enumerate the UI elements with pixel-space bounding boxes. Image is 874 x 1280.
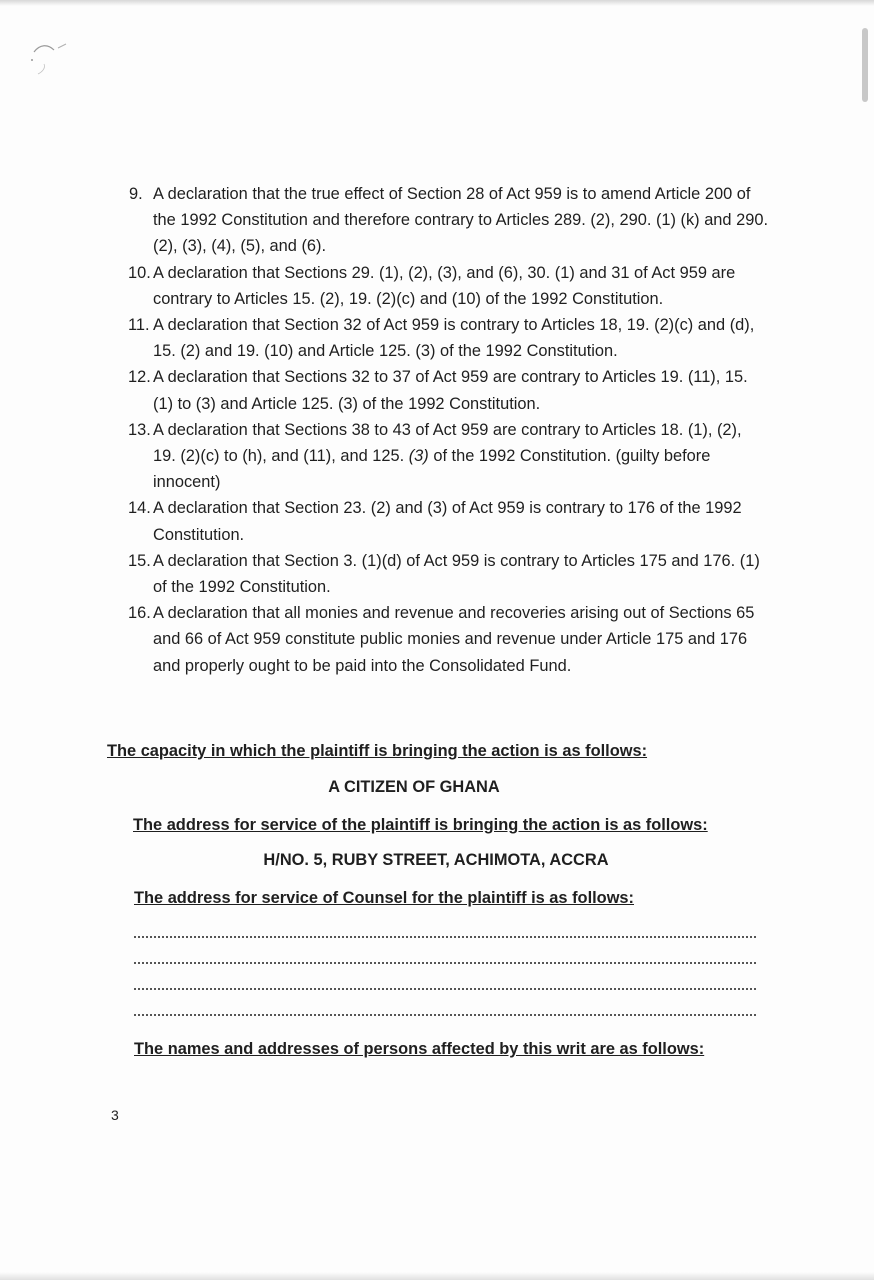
counsel-address-line[interactable] [134, 1014, 756, 1016]
counsel-address-line[interactable] [134, 962, 756, 964]
declaration-text-part: of the 1992 Constitution. (guilty before innocent) [153, 447, 711, 492]
declaration-text: A declaration that Section 3. (1)(d) of Act 959 is contrary to Articles 175 and 176. (1) of the 1992 Constitution. [153, 551, 760, 597]
declaration-number: 14. [128, 499, 151, 518]
declaration-item [118, 181, 768, 260]
plaintiff-address-value: H/NO. 5, RUBY STREET, ACHIMOTA, ACCRA [263, 851, 609, 869]
declaration-number: 15. [128, 551, 151, 570]
declaration-number: 10. [128, 263, 151, 282]
declarations-list [118, 181, 768, 679]
declaration-text: A declaration that Sections 32 to 37 of Act 959 are contrary to Articles 19. (11), 15. (1) to (3) and Article 125. (3) of the 1992 Constitution. [153, 368, 748, 413]
top-edge-shadow [0, 0, 874, 6]
declaration-text [153, 417, 768, 496]
plaintiff-address-heading: The address for service of the plaintiff is bringing the action is as follows: [133, 816, 708, 834]
declaration-text: A declaration that Section 23. (2) and (3) of Act 959 is contrary to 176 of the 1992 Constitution. [153, 499, 742, 544]
declaration-text: A declaration that Section 32 of Act 959 is contrary to Articles 18, 19. (2)(c) and (d), 15. (2) and 19. (10) and Article 125. (3) of the 1992 Constitution. [153, 316, 755, 361]
bottom-edge-shadow [0, 1272, 874, 1280]
declaration-text-italic: (3) [408, 447, 429, 466]
declaration-number: 12. [128, 368, 151, 387]
scrollbar-thumb[interactable] [862, 28, 868, 102]
page-number: 3 [111, 1107, 119, 1123]
capacity-value: A CITIZEN OF GHANA [328, 778, 500, 796]
affected-persons-heading: The names and addresses of persons affected by this writ are as follows: [134, 1040, 705, 1058]
declaration-number: 9. [129, 185, 143, 203]
declaration-number: 13. [128, 420, 151, 439]
declaration-text-part: A declaration that Sections 38 to 43 of Act 959 are contrary to Articles 18. (1), (2), 19. (2)(c) to (h), and (11), and 125. [153, 420, 742, 466]
declaration-item [118, 260, 768, 312]
counsel-address-heading: The address for service of Counsel for the plaintiff is as follows: [134, 889, 635, 907]
declaration-text: A declaration that the true effect of Section 28 of Act 959 is to amend Article 200 of the 1992 Constitution and therefore contrary to Articles 289. (2), 290. (1) (k) and 290. (2), (3), (4), (5), and (6). [153, 185, 768, 256]
declaration-item [118, 312, 768, 364]
declaration-item [118, 364, 768, 416]
declaration-item [118, 600, 768, 679]
declaration-number: 16. [128, 604, 151, 623]
scan-mark-icon [28, 38, 72, 78]
declaration-item [118, 417, 768, 496]
declaration-text: A declaration that Sections 29. (1), (2), (3), and (6), 30. (1) and 31 of Act 959 are contrary to Articles 15. (2), 19. (2)(c) and (10) of the 1992 Constitution. [153, 263, 736, 308]
declaration-text: A declaration that all monies and revenue and recoveries arising out of Sections 65 and 66 of Act 959 constitute public monies and revenue under Article 175 and 176 and properly ought to be paid into the Consolidated Fund. [153, 604, 755, 675]
counsel-address-line[interactable] [134, 936, 756, 938]
counsel-address-line[interactable] [134, 988, 756, 990]
declaration-item [118, 548, 768, 600]
capacity-heading: The capacity in which the plaintiff is bringing the action is as follows: [107, 742, 648, 760]
declaration-number: 11. [128, 316, 150, 335]
declaration-item [118, 495, 768, 547]
